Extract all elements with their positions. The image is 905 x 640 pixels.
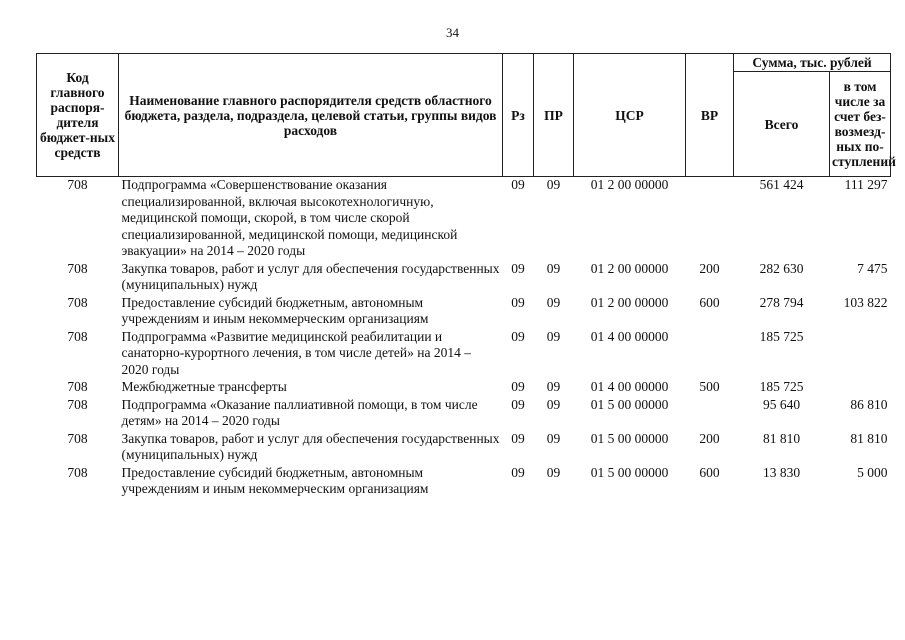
cell-rz: 09	[511, 177, 525, 192]
cell-csr: 01 5 00 00000	[590, 464, 669, 480]
cell-vr: 200	[699, 260, 720, 276]
header-grat: в том числе за счет без-возмезд-ных по-ступлений	[830, 72, 891, 177]
cell-code: 708	[67, 379, 88, 394]
cell-name: Подпрограмма «Развитие медицинской реабилитации и санаторно-курортного лечения, в том числе детей» на 2014 – 2020 годы	[121, 328, 471, 377]
cell-name: Подпрограмма «Совершенствование оказания специализированной, включая высокотехнологичную, медицинской помощи, скорой, в том числе скорой специализированной, медицинской помощи, медицинской эвакуации» на 2014 – 2020 годы	[121, 177, 458, 258]
table-row	[37, 329, 891, 380]
cell-grat: 7 475	[857, 260, 888, 276]
cell-code: 708	[67, 294, 88, 310]
table-header	[37, 54, 896, 177]
cell-total: 185 725	[759, 379, 804, 394]
cell-name: Предоставление субсидий бюджетным, автономным учреждениям и иным некоммерческим организациям	[121, 294, 429, 326]
cell-grat: 111 297	[844, 177, 888, 192]
cell-name: Предоставление субсидий бюджетным, автономным учреждениям и иным некоммерческим организациям	[121, 464, 429, 496]
cell-csr: 01 2 00 00000	[590, 177, 669, 192]
page-number: 34	[446, 25, 459, 40]
cell-pr: 09	[546, 396, 561, 412]
cell-pr: 09	[546, 177, 561, 192]
cell-total: 95 640	[762, 396, 801, 412]
cell-rz: 09	[511, 396, 525, 412]
cell-name: Закупка товаров, работ и услуг для обеспечения государственных (муниципальных) нужд	[121, 430, 500, 462]
cell-rz: 09	[511, 260, 525, 276]
cell-vr	[686, 329, 734, 380]
cell-vr: 600	[699, 464, 720, 480]
budget-table	[36, 53, 896, 499]
cell-code: 708	[67, 430, 88, 446]
cell-grat	[830, 379, 891, 397]
table-row	[37, 379, 891, 397]
header-total: Всего	[734, 72, 830, 177]
cell-name: Межбюджетные трансферты	[121, 379, 287, 394]
cell-pr: 09	[546, 260, 561, 276]
cell-total: 282 630	[759, 260, 804, 276]
table-row	[37, 295, 891, 329]
cell-vr: 500	[699, 379, 720, 394]
cell-grat	[830, 329, 891, 380]
cell-total: 278 794	[759, 294, 804, 310]
cell-csr: 01 4 00 00000	[590, 328, 669, 344]
header-csr: ЦСР	[574, 54, 686, 177]
cell-pr: 09	[546, 464, 561, 480]
table-row	[37, 261, 891, 295]
cell-total: 561 424	[759, 177, 804, 192]
cell-pr: 09	[546, 294, 561, 310]
cell-pr: 09	[546, 328, 561, 344]
cell-csr: 01 2 00 00000	[590, 260, 669, 276]
cell-code: 708	[67, 464, 88, 480]
table-row	[37, 397, 891, 431]
header-rz: Рз	[503, 54, 534, 177]
cell-pr: 09	[546, 379, 561, 394]
cell-total: 185 725	[759, 328, 804, 344]
cell-vr: 200	[699, 430, 720, 446]
cell-csr: 01 4 00 00000	[590, 379, 669, 394]
cell-rz: 09	[511, 464, 525, 480]
cell-grat: 86 810	[850, 396, 888, 412]
header-pr: ПР	[534, 54, 574, 177]
header-name: Наименование главного распорядителя средств областного бюджета, раздела, подраздела, целевой статьи, группы видов расходов	[119, 54, 503, 177]
cell-name: Закупка товаров, работ и услуг для обеспечения государственных (муниципальных) нужд	[121, 260, 500, 292]
table-row	[37, 465, 891, 499]
cell-vr	[686, 177, 734, 261]
cell-total: 13 830	[762, 464, 801, 480]
cell-grat: 81 810	[850, 430, 888, 446]
cell-csr: 01 5 00 00000	[590, 396, 669, 412]
cell-csr: 01 5 00 00000	[590, 430, 669, 446]
cell-code: 708	[67, 177, 88, 192]
cell-grat: 103 822	[843, 294, 888, 310]
cell-name: Подпрограмма «Оказание паллиативной помощи, в том числе детям» на 2014 – 2020 годы	[121, 396, 478, 428]
table-row	[37, 431, 891, 465]
header-code: Код главного распоря-дителя бюджет-ных средств	[37, 54, 119, 177]
cell-rz: 09	[511, 430, 525, 446]
cell-rz: 09	[511, 294, 525, 310]
table-row	[37, 177, 891, 261]
cell-total: 81 810	[762, 430, 801, 446]
header-vr: ВР	[686, 54, 734, 177]
cell-rz: 09	[511, 328, 525, 344]
cell-rz: 09	[511, 379, 525, 394]
cell-code: 708	[67, 396, 88, 412]
cell-csr: 01 2 00 00000	[590, 294, 669, 310]
cell-code: 708	[67, 328, 88, 344]
cell-pr: 09	[546, 430, 561, 446]
cell-vr	[686, 397, 734, 431]
cell-grat: 5 000	[857, 464, 888, 480]
header-sum: Сумма, тыс. рублей	[734, 54, 891, 72]
cell-vr: 600	[699, 294, 720, 310]
cell-code: 708	[67, 260, 88, 276]
